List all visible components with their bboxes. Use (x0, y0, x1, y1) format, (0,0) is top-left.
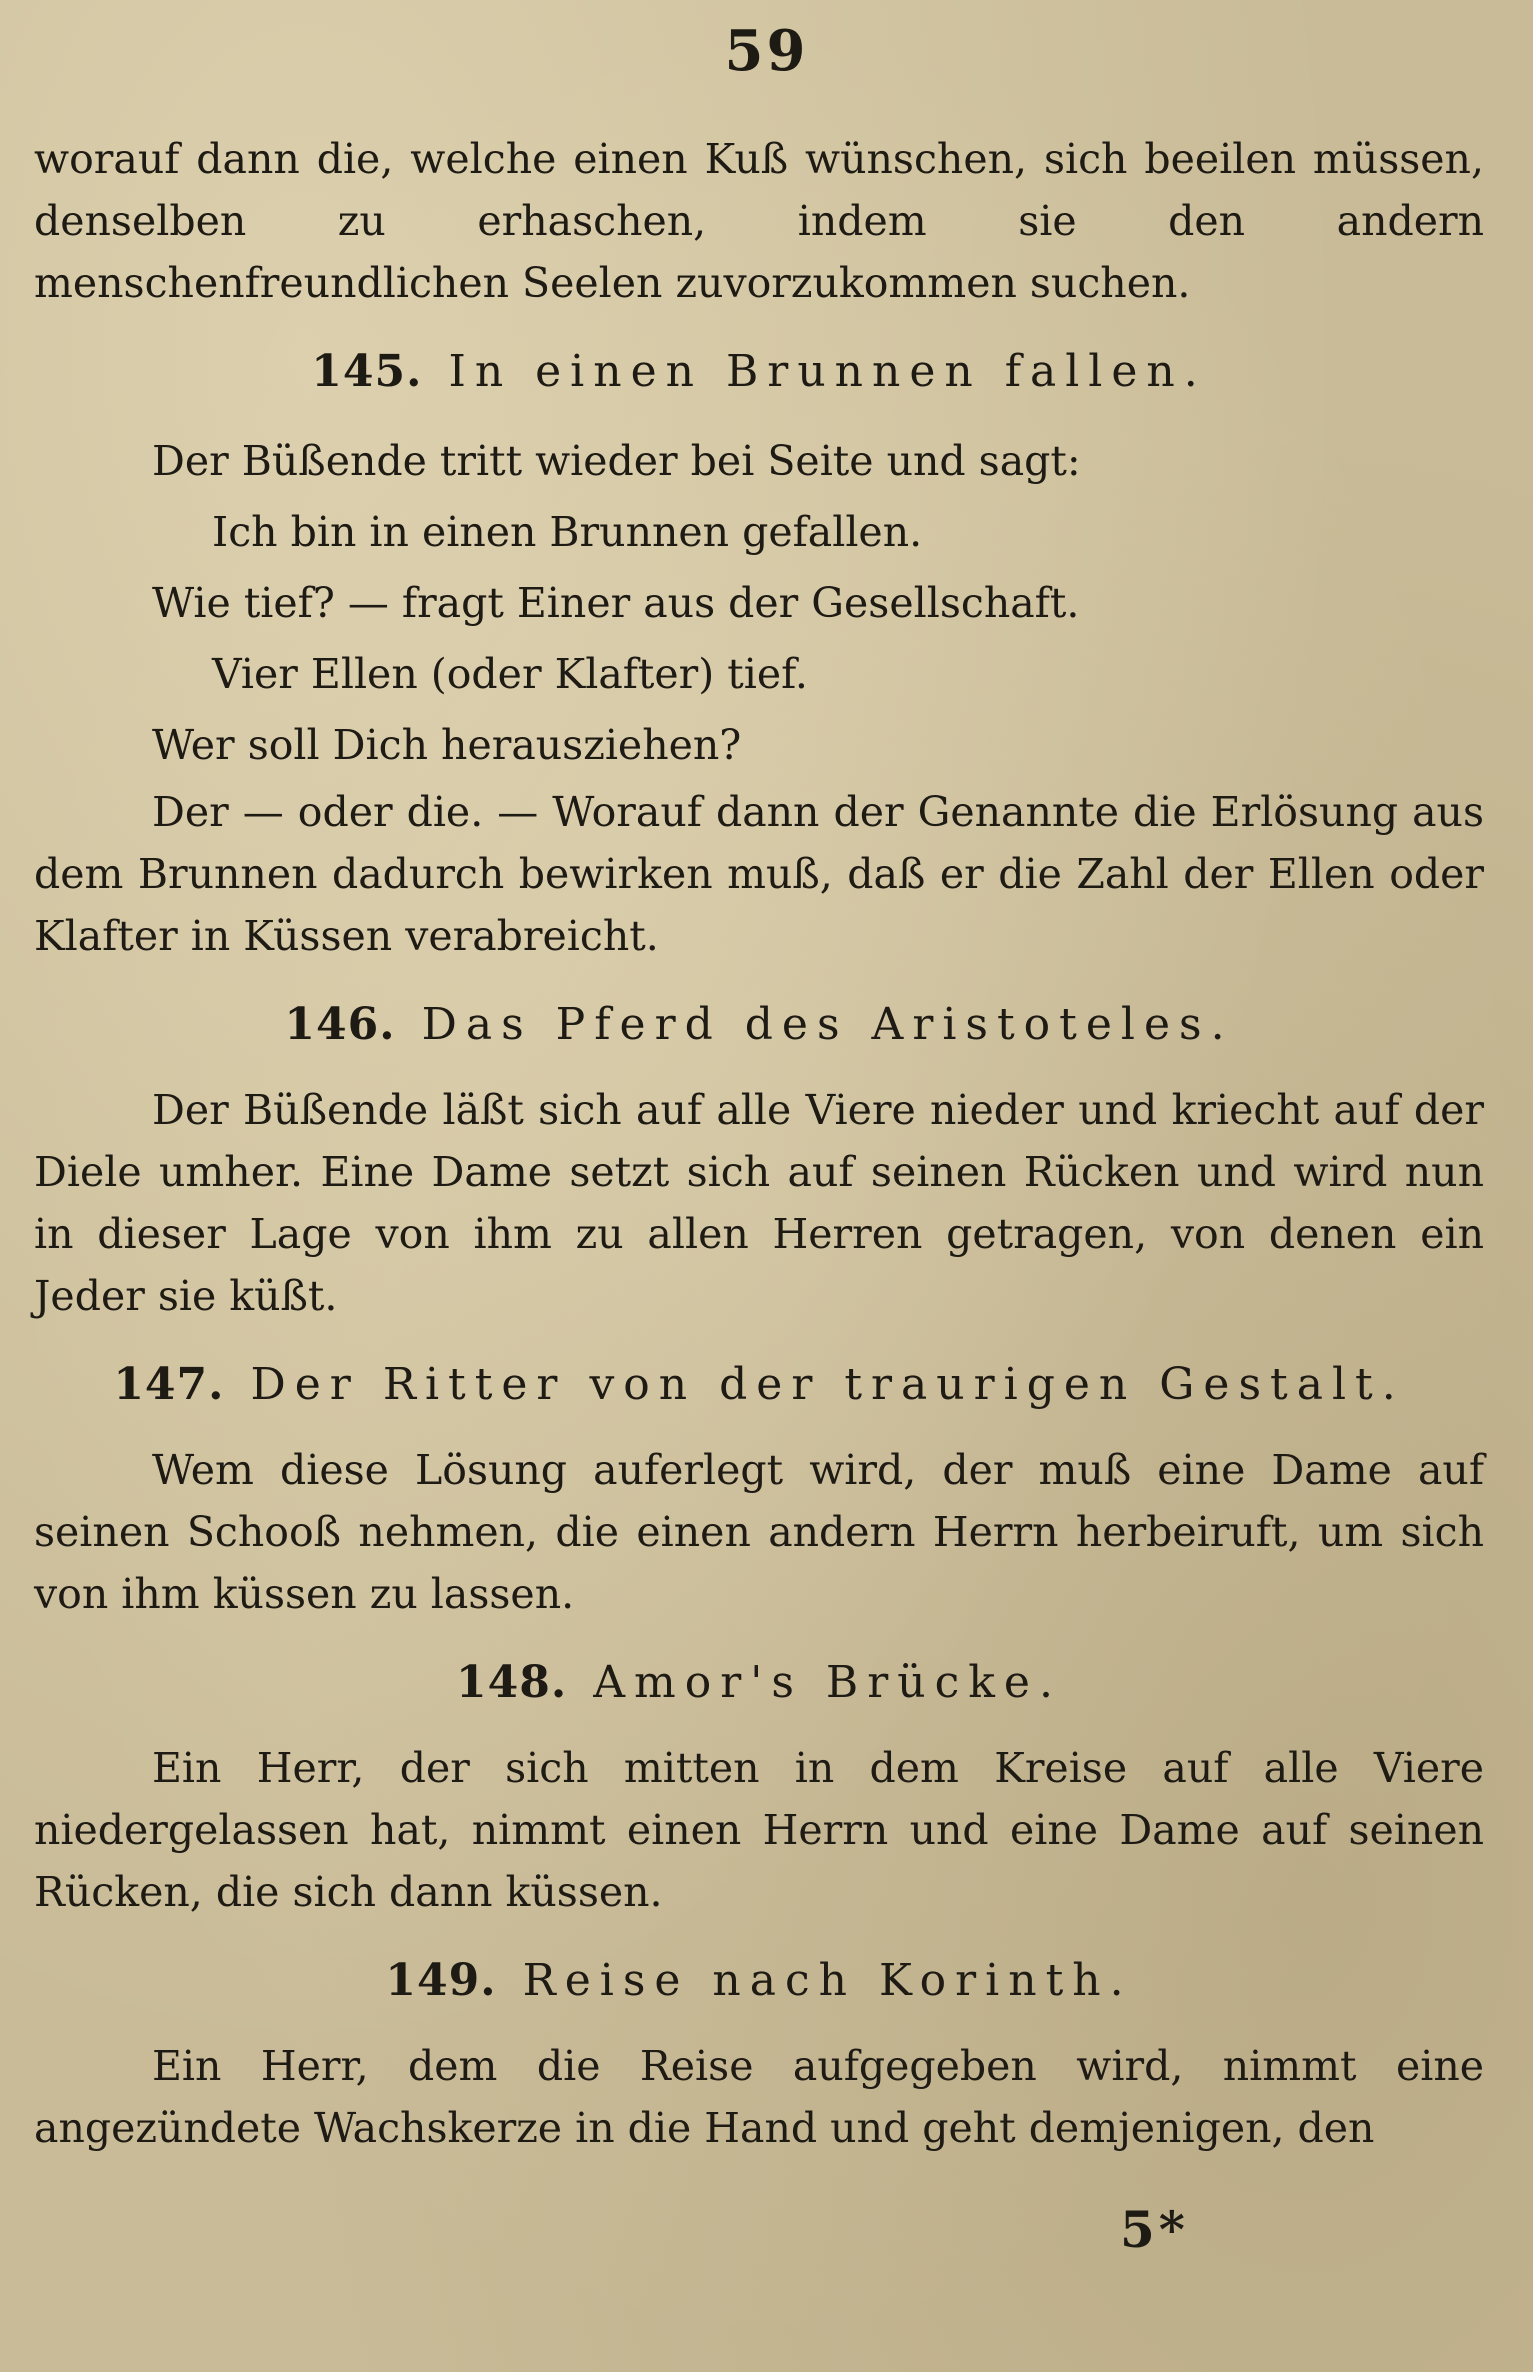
section-number: 146. (284, 999, 396, 1050)
section-number: 145. (311, 346, 423, 397)
section-number: 149. (385, 1955, 497, 2006)
section-147-paragraph: Wem diese Lösung auferlegt wird, der muß eine Dame auf seinen Schooß nehmen, die einen andern Herrn herbeiruft, um sich von ihm küssen zu lassen. (34, 1446, 1484, 1618)
section-number: 147. (113, 1359, 225, 1410)
section-149-paragraph: Ein Herr, dem die Reise aufgegeben wird, nimmt eine angezündete Wachskerze in die Hand und geht demjenigen, den (34, 2042, 1484, 2152)
dialogue-line: Vier Ellen (oder Klafter) tief. (212, 650, 808, 698)
dialogue-line: Ich bin in einen Brunnen gefallen. (212, 508, 923, 556)
section-title: Amor's Brücke. (593, 1657, 1062, 1708)
section-148-heading (34, 1651, 1484, 1715)
section-146-heading (34, 993, 1484, 1057)
section-145-heading (34, 340, 1484, 404)
page-body (34, 128, 1484, 2159)
section-145-paragraph: Der — oder die. — Worauf dann der Genannte die Erlösung aus dem Brunnen dadurch bewirken muß, daß er die Zahl der Ellen oder Klafter in Küssen verabreicht. (34, 788, 1484, 960)
section-title: Reise nach Korinth. (522, 1955, 1133, 2006)
section-title: Der Ritter von der traurigen Gestalt. (250, 1359, 1405, 1410)
section-146-paragraph: Der Büßende läßt sich auf alle Viere nieder und kriecht auf der Diele umher. Eine Dame setzt sich auf seinen Rücken und wird nun in dieser Lage von ihm zu allen Herren getragen, von denen ein Jeder sie küßt. (34, 1086, 1484, 1320)
section-149-heading (34, 1949, 1484, 2013)
section-147-heading (34, 1353, 1484, 1417)
signature-mark: 5* (1120, 2200, 1189, 2259)
intro-paragraph: worauf dann die, welche einen Kuß wünschen, sich beeilen müssen, denselben zu erhaschen, indem sie den andern menschenfreundlichen Seelen zuvorzukommen suchen. (34, 135, 1484, 307)
dialogue-line: Der Büßende tritt wieder bei Seite und sagt: (152, 437, 1081, 485)
section-title: In einen Brunnen fallen. (448, 346, 1207, 397)
section-number: 148. (456, 1657, 568, 1708)
dialogue-line: Wie tief? — fragt Einer aus der Gesellschaft. (152, 579, 1080, 627)
dialogue-line: Wer soll Dich herausziehen? (152, 721, 742, 769)
section-148-paragraph: Ein Herr, der sich mitten in dem Kreise auf alle Viere niedergelassen hat, nimmt einen Herrn und eine Dame auf seinen Rücken, die sich dann küssen. (34, 1744, 1484, 1916)
page-number: 59 (724, 18, 809, 84)
section-title: Das Pferd des Aristoteles. (421, 999, 1234, 1050)
